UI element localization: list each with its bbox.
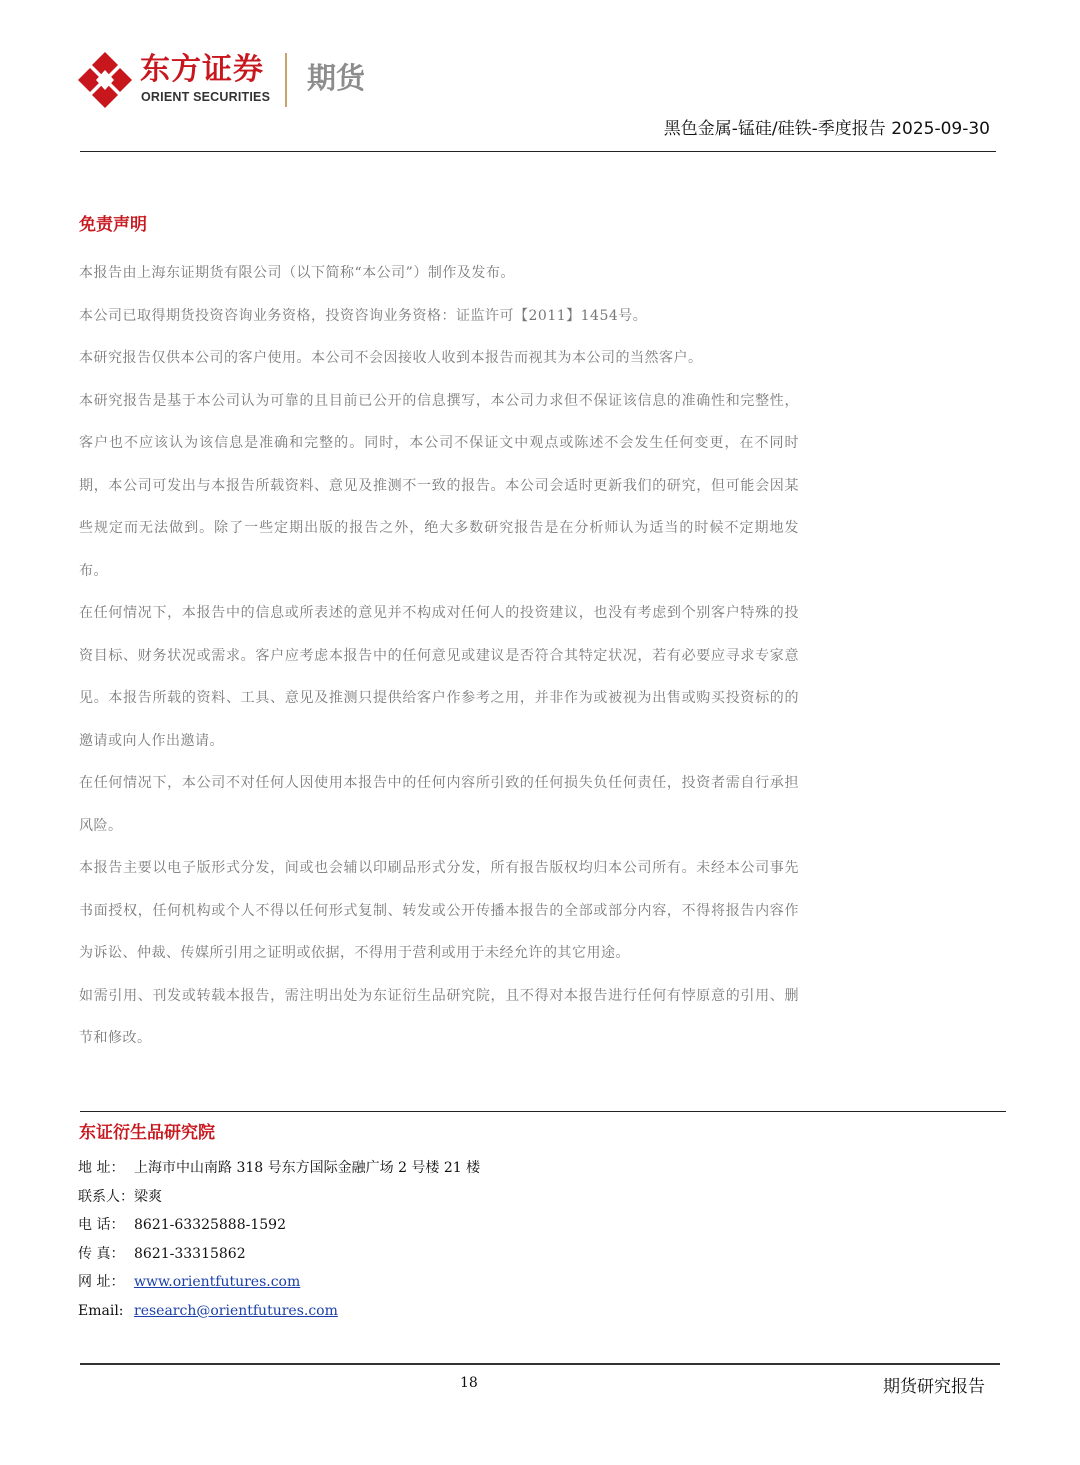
footer-report-label: 期货研究报告 [883,1377,985,1397]
contact-person-row [78,1183,480,1212]
logo-chinese-name: 东方证券 [140,52,264,87]
website-row [78,1268,480,1297]
disclaimer-paragraph: 在任何情况下，本公司不对任何人因使用本报告中的任何内容所引致的任何损失负任何责任，投资者需自行承担风险。 [79,775,799,834]
website-label: 网 址： [78,1274,125,1290]
header-divider [80,151,996,152]
contact-divider [80,1111,1006,1112]
fax-value: 8621-33315862 [134,1245,246,1262]
website-link[interactable]: www.orientfutures.com [134,1274,301,1290]
phone-label: 电 话： [78,1217,125,1233]
fax-row [78,1240,480,1269]
disclaimer-paragraph: 本研究报告仅供本公司的客户使用。本公司不会因接收人收到本报告而视其为本公司的当然客户。 [79,350,703,366]
logo-english-name: ORIENT SECURITIES [141,90,271,104]
phone-row [78,1211,480,1240]
contact-info [78,1154,480,1325]
orient-securities-logo [78,50,378,112]
email-link[interactable]: research@orientfutures.com [134,1302,338,1319]
disclaimer-paragraph: 本公司已取得期货投资咨询业务资格，投资咨询业务资格：证监许可【2011】1454号。 [79,307,648,324]
address-label: 地 址： [78,1160,125,1176]
logo-futures-label: 期货 [307,61,366,95]
footer-divider [80,1363,1000,1365]
disclaimer-title: 免责声明 [79,215,147,235]
logo-divider [285,53,287,107]
report-title: 黑色金属-锰硅/硅铁-季度报告 2025-09-30 [663,119,990,139]
contact-title: 东证衍生品研究院 [79,1123,215,1143]
disclaimer-paragraph: 本报告由上海东证期货有限公司（以下简称“本公司”）制作及发布。 [79,265,515,281]
email-label: Email: [78,1302,124,1319]
address-value: 上海市中山南路 318 号东方国际金融广场 2 号楼 21 楼 [134,1160,481,1176]
disclaimer-paragraph: 在任何情况下，本报告中的信息或所表述的意见并不构成对任何人的投资建议，也没有考虑到个别客户特殊的投资目标、财务状况或需求。客户应考虑本报告中的任何意见或建议是否符合其特定状况，若有必要应寻求专家意见。本报告所载的资料、工具、意见及推测只提供给客户作参考之用，并非作为或被视为出售或购买投资标的的邀请或向人作出邀请。 [79,605,799,749]
phone-value: 8621-63325888-1592 [134,1217,286,1233]
fax-label: 传 真： [78,1245,125,1262]
disclaimer-paragraph: 本研究报告是基于本公司认为可靠的且目前已公开的信息撰写，本公司力求但不保证该信息的准确性和完整性，客户也不应该认为该信息是准确和完整的。同时，本公司不保证文中观点或陈述不会发生任何变更，在不同时期，本公司可发出与本报告所载资料、意见及推测不一致的报告。本公司会适时更新我们的研究，但可能会因某些规定而无法做到。除了一些定期出版的报告之外，绝大多数研究报告是在分析师认为适当的时候不定期地发布。 [79,392,799,579]
disclaimer-body [79,252,799,1060]
contact-person-label: 联系人： [78,1188,134,1205]
page-number: 18 [460,1375,478,1391]
orient-diamond-logo-icon [78,52,132,108]
email-row [78,1297,480,1326]
disclaimer-paragraph: 如需引用、刊发或转载本报告，需注明出处为东证衍生品研究院，且不得对本报告进行任何有悖原意的引用、删节和修改。 [79,987,799,1046]
disclaimer-paragraph: 本报告主要以电子版形式分发，间或也会辅以印刷品形式分发，所有报告版权均归本公司所有。未经本公司事先书面授权，任何机构或个人不得以任何形式复制、转发或公开传播本报告的全部或部分内容，不得将报告内容作为诉讼、仲裁、传媒所引用之证明或依据，不得用于营利或用于未经允许的其它用途。 [79,860,799,961]
contact-person-value: 梁爽 [134,1188,162,1205]
address-row [78,1154,480,1183]
